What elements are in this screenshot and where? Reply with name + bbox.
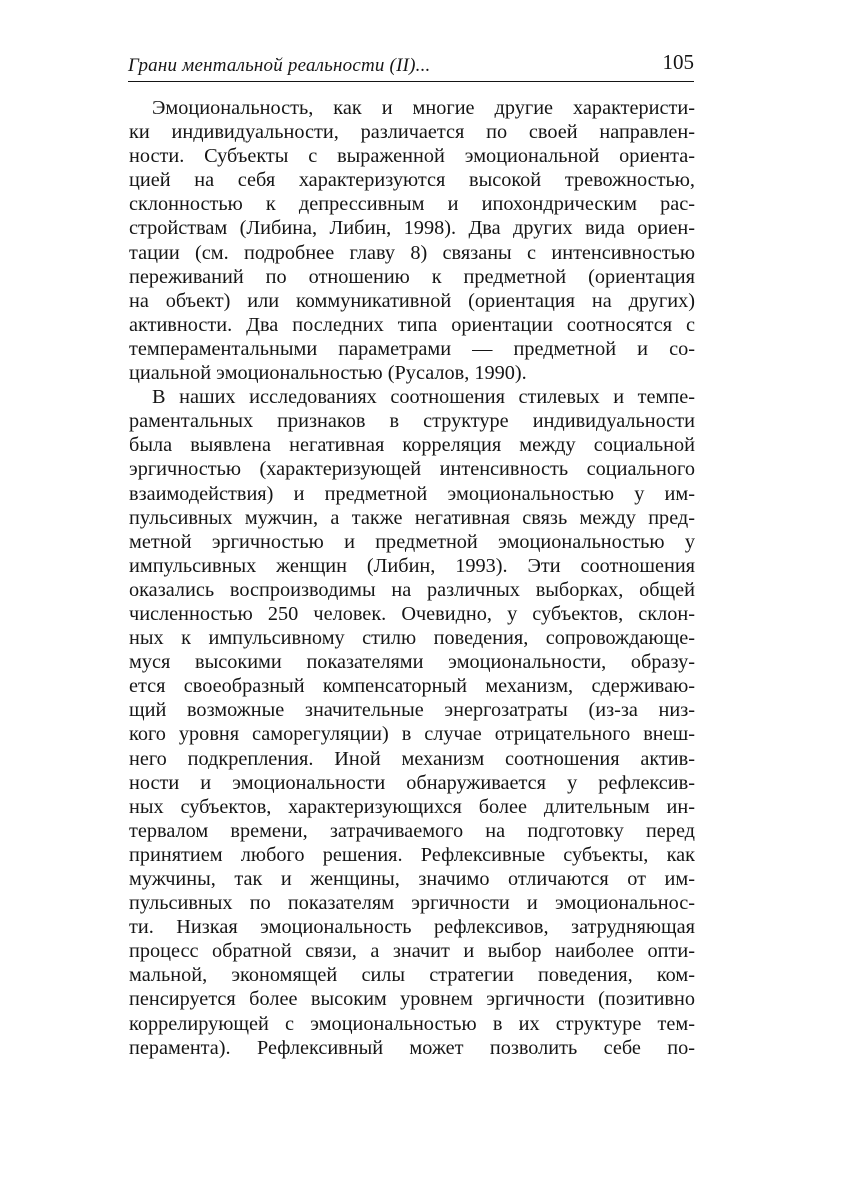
text-line: циальной эмоциональностью (Русалов, 1990). — [129, 362, 527, 385]
page-number: 105 — [662, 50, 694, 74]
body-text — [129, 96, 695, 1060]
text-line: коррелирующей с эмоциональностью в их структуре тем- — [129, 1012, 695, 1035]
text-line: эргичностью (характеризующей интенсивность социального — [129, 458, 695, 481]
text-line: склонностью к депрессивным и ипохондрическим рас- — [129, 193, 695, 216]
text-line: ки индивидуальности, различается по своей направлен- — [129, 121, 695, 144]
text-line: пенсируется более высоким уровнем эргичности (позитивно — [129, 988, 695, 1011]
text-line: численностью 250 человек. Очевидно, у субъектов, склон- — [129, 602, 695, 625]
text-line: ных субъектов, характеризующихся более длительным ин- — [129, 795, 695, 818]
page-header — [128, 50, 694, 80]
text-line: В наших исследованиях соотношения стилевых и темпе- — [152, 386, 695, 409]
paragraph — [129, 385, 695, 1060]
text-line: тации (см. подробнее главу 8) связаны с интенсивностью — [129, 241, 695, 264]
text-line: мальной, экономящей силы стратегии поведения, ком- — [129, 964, 695, 987]
text-line: импульсивных женщин (Либин, 1993). Эти соотношения — [129, 554, 695, 577]
text-line: Эмоциональность, как и многие другие характеристи- — [152, 97, 695, 119]
text-line: ности. Субъекты с выраженной эмоциональной ориента- — [129, 145, 695, 168]
text-line: муся высокими показателями эмоциональности, образу- — [129, 651, 695, 674]
text-line: оказались воспроизводимы на различных выборках, общей — [129, 578, 695, 601]
text-line: была выявлена негативная корреляция между социальной — [129, 434, 695, 457]
text-line: пульсивных мужчин, а также негативная связь между пред- — [129, 506, 695, 529]
text-line: на объект) или коммуникативной (ориентация на других) — [129, 289, 695, 312]
text-line: ности и эмоциональности обнаруживается у рефлексив- — [129, 771, 695, 794]
text-line: ти. Низкая эмоциональность рефлексивов, затрудняющая — [129, 916, 695, 939]
text-line: метной эргичностью и предметной эмоциональностью у — [129, 530, 695, 553]
text-line: пульсивных по показателям эргичности и эмоциональнос- — [129, 892, 695, 915]
text-line: темпераментальными параметрами — предметной и со- — [129, 337, 695, 360]
text-line: тервалом времени, затрачиваемого на подготовку перед — [129, 819, 695, 842]
text-line: кого уровня саморегуляции) в случае отрицательного внеш- — [129, 723, 695, 746]
header-rule — [128, 81, 694, 82]
text-line: принятием любого решения. Рефлексивные субъекты, как — [129, 843, 695, 866]
paragraph — [129, 96, 695, 385]
running-title: Грани ментальной реальности (II)... — [128, 55, 431, 76]
text-line: него подкрепления. Иной механизм соотношения актив- — [129, 747, 695, 770]
text-line: перамента). Рефлексивный может позволить себе по- — [129, 1036, 695, 1059]
text-line: цией на себя характеризуются высокой тревожностью, — [129, 169, 695, 192]
text-line: раментальных признаков в структуре индивидуальности — [129, 410, 695, 433]
text-line: процесс обратной связи, а значит и выбор наиболее опти- — [129, 940, 695, 963]
text-line: активности. Два последних типа ориентации соотносятся с — [129, 313, 695, 336]
text-line: переживаний по отношению к предметной (ориентация — [129, 265, 695, 288]
text-line: щий возможные значительные энергозатраты (из-за низ- — [129, 699, 695, 722]
text-line: ных к импульсивному стилю поведения, сопровождающе- — [129, 627, 695, 650]
text-line: мужчины, так и женщины, значимо отличаются от им- — [129, 868, 695, 890]
text-line: ется своеобразный компенсаторный механизм, сдерживаю- — [129, 675, 695, 698]
text-line: взаимодействия) и предметной эмоциональностью у им- — [129, 482, 695, 505]
text-line: стройствам (Либина, Либин, 1998). Два других вида ориен- — [129, 217, 695, 240]
